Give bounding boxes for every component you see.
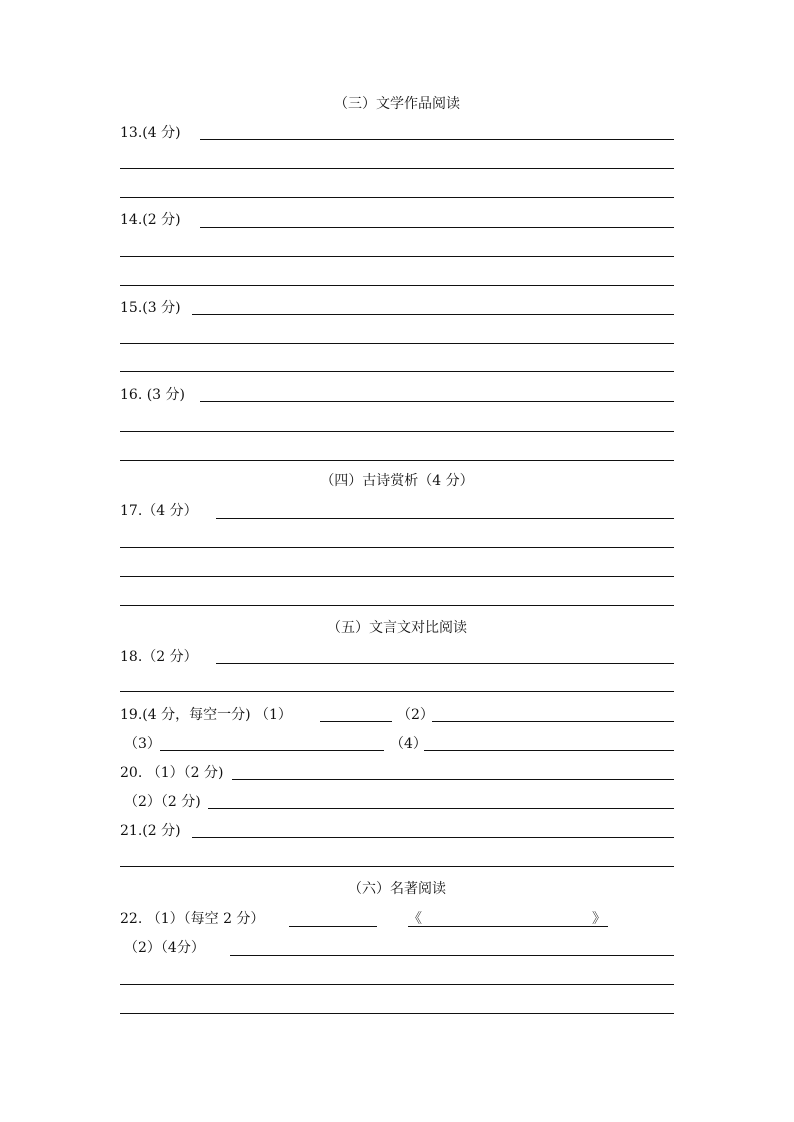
question-19-2-label: （2）: [397, 707, 434, 723]
answer-line-13-3[interactable]: [120, 197, 674, 198]
answer-line-15-3[interactable]: [120, 371, 674, 372]
section-title-3: （三）文学作品阅读: [334, 96, 460, 112]
answer-line-15-2[interactable]: [120, 343, 674, 344]
answer-blank-22-1[interactable]: [289, 926, 377, 927]
question-21-label: 21.(2 分): [120, 823, 181, 839]
answer-line-18-1[interactable]: [216, 663, 674, 664]
answer-blank-22-book[interactable]: [408, 926, 608, 927]
answer-blank-19-3[interactable]: [160, 750, 384, 751]
question-20-1-label: 20. （1）（2 分): [120, 765, 224, 781]
book-title-close-mark: 》: [592, 911, 606, 927]
answer-line-22-2-1[interactable]: [230, 955, 674, 956]
answer-line-15-1[interactable]: [192, 314, 674, 315]
book-title-open-mark: 《: [408, 911, 422, 927]
answer-line-22-2-2[interactable]: [120, 984, 674, 985]
question-15-label: 15.(3 分): [120, 300, 181, 316]
section-title-6: （六）名著阅读: [348, 881, 446, 897]
answer-line-18-2[interactable]: [120, 691, 674, 692]
answer-line-16-3[interactable]: [120, 460, 674, 461]
section-title-5: （五）文言文对比阅读: [327, 620, 467, 636]
question-13-label: 13.(4 分): [120, 125, 181, 141]
answer-line-13-1[interactable]: [200, 139, 674, 140]
answer-line-16-2[interactable]: [120, 431, 674, 432]
question-17-label: 17.（4 分）: [120, 503, 198, 519]
answer-blank-19-2[interactable]: [432, 721, 674, 722]
answer-line-17-2[interactable]: [120, 547, 674, 548]
answer-line-13-2[interactable]: [120, 168, 674, 169]
question-20-2-label: （2）（2 分): [124, 794, 201, 810]
answer-line-17-1[interactable]: [216, 518, 674, 519]
answer-line-16-1[interactable]: [200, 401, 674, 402]
answer-blank-19-4[interactable]: [424, 750, 674, 751]
question-16-label: 16. (3 分): [120, 387, 185, 403]
answer-line-14-2[interactable]: [120, 256, 674, 257]
question-19-4-label: （4）: [390, 736, 427, 752]
answer-line-17-4[interactable]: [120, 605, 674, 606]
question-14-label: 14.(2 分): [120, 212, 181, 228]
answer-line-21-1[interactable]: [192, 837, 674, 838]
question-22-2-label: （2）（4分）: [124, 940, 205, 956]
question-19-label: 19.(4 分，每空一分) （1）: [120, 707, 292, 723]
answer-line-14-1[interactable]: [200, 227, 674, 228]
question-22-1-label: 22. （1）（每空 2 分）: [120, 911, 265, 927]
section-title-4: （四）古诗赏析（4 分）: [320, 473, 474, 489]
answer-line-20-2[interactable]: [208, 808, 674, 809]
answer-blank-19-1[interactable]: [320, 721, 392, 722]
question-19-3-label: （3）: [124, 736, 161, 752]
answer-line-20-1[interactable]: [232, 779, 674, 780]
answer-line-22-2-3[interactable]: [120, 1013, 674, 1014]
answer-line-21-2[interactable]: [120, 866, 674, 867]
question-18-label: 18.（2 分）: [120, 649, 198, 665]
answer-line-17-3[interactable]: [120, 576, 674, 577]
answer-line-14-3[interactable]: [120, 285, 674, 286]
